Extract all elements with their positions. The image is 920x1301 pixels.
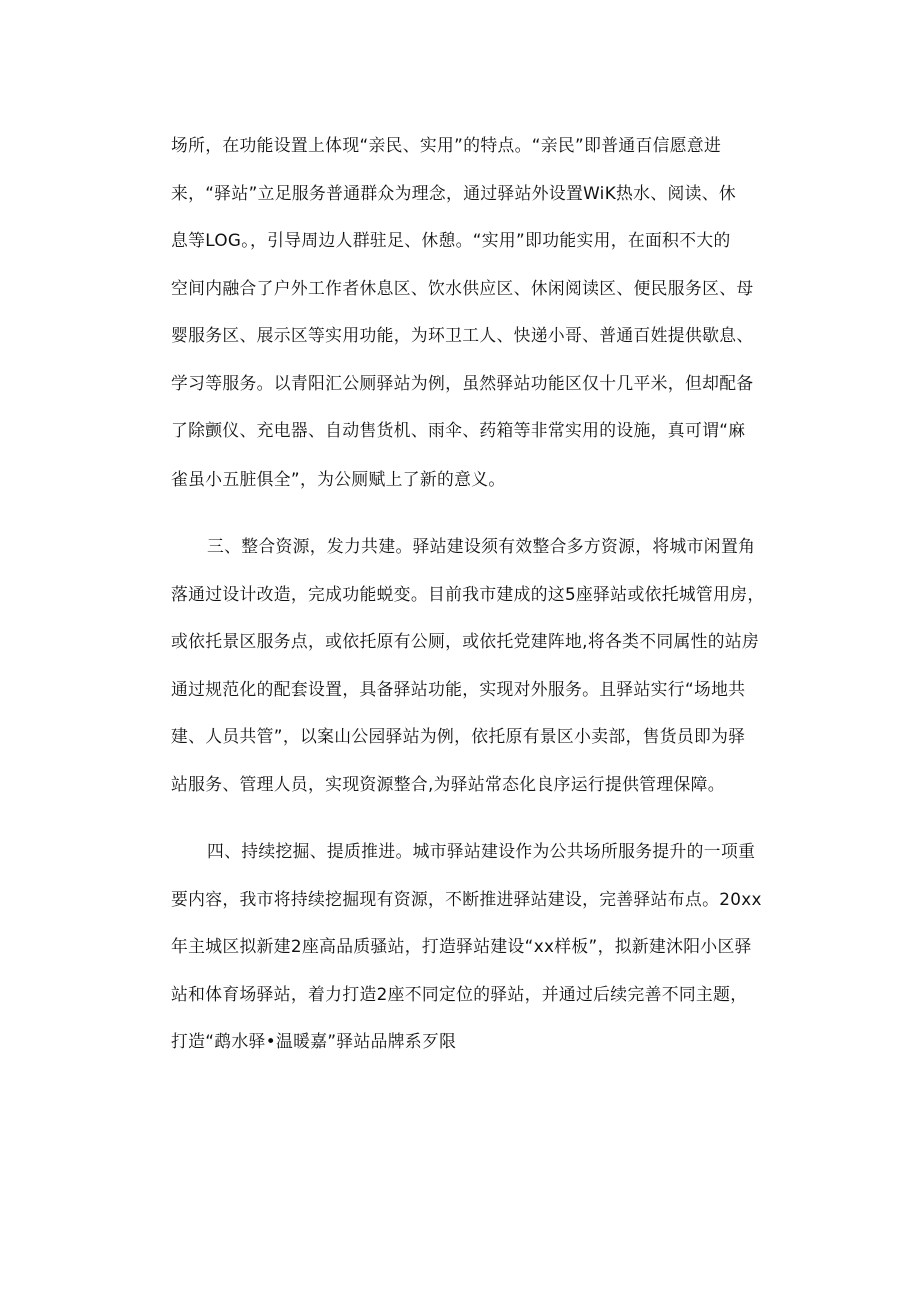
paragraph-2-line-2: 落通过设计改造，完成功能蜕变。目前我市建成的这5座驿站或依托城管用房， xyxy=(171,584,765,604)
paragraph-3-line-5: 打造“鹉水驿•温暖嘉”驿站品牌系歹限 xyxy=(171,1031,457,1051)
paragraph-1-line-5: 婴服务区、展示区等实用功能，为环卫工人、快递小哥、普通百姓提供歇息、 xyxy=(171,325,754,345)
paragraph-2-line-4: 通过规范化的配套设置，具备驿站功能，实现对外服务。且驿站实行“场地共 xyxy=(171,679,746,699)
paragraph-2-line-3: 或依托景区服务点，或依托原有公厕，或依托党建阵地,将各类不同属性的站房 xyxy=(171,631,760,651)
paragraph-3-line-2: 要内容，我市将持续挖掘现有资源，不断推进驿站建设，完善驿站布点。20xx xyxy=(171,889,762,909)
paragraph-1-line-4: 空间内融合了户外工作者休息区、饮水供应区、休闲阅读区、便民服务区、母 xyxy=(171,278,754,298)
paragraph-1-line-6: 学习等服务。以青阳汇公厕驿站为例，虽然驿站功能区仅十几平米，但却配备 xyxy=(171,373,754,393)
paragraph-2-line-6: 站服务、管理人员，实现资源整合,为驿站常态化良序运行提供管理保障。 xyxy=(171,774,725,794)
paragraph-1-line-2: 来，“驿站”立足服务普通群众为理念，通过驿站外设置WiK热水、阅读、休 xyxy=(171,183,736,203)
paragraph-3-line-3: 年主城区拟新建2座高品质骚站，打造驿站建设“xx样板”，拟新建沐阳小区驿 xyxy=(171,936,752,956)
paragraph-1-line-7: 了除颤仪、充电器、自动售货机、雨伞、药箱等非常实用的设施，真可谓“麻 xyxy=(171,420,746,440)
paragraph-1-line-8: 雀虽小五脏俱全”，为公厕赋上了新的意义。 xyxy=(171,469,506,489)
paragraph-3-line-1: 四、持续挖掘、提质推进。城市驿站建设作为公共场所服务提升的一项重 xyxy=(207,841,756,861)
paragraph-1-line-1: 场所，在功能设置上体现“亲民、实用”的特点。“亲民”即普通百信愿意进 xyxy=(171,135,722,155)
paragraph-2-line-5: 建、人员共管”，以案山公园驿站为例，依托原有景区小卖部，售货员即为驿 xyxy=(171,726,746,746)
paragraph-2-line-1: 三、整合资源，发力共建。驿站建设须有效整合多方资源，将城市闲置角 xyxy=(207,536,756,556)
paragraph-1-line-3: 息等LOG。，引导周边人群驻足、休憩。“实用”即功能实用，在面积不大的 xyxy=(171,230,731,250)
paragraph-3-line-4: 站和体育场驿站，着力打造2座不同定位的驿站，并通过后续完善不同主题， xyxy=(171,984,748,1004)
